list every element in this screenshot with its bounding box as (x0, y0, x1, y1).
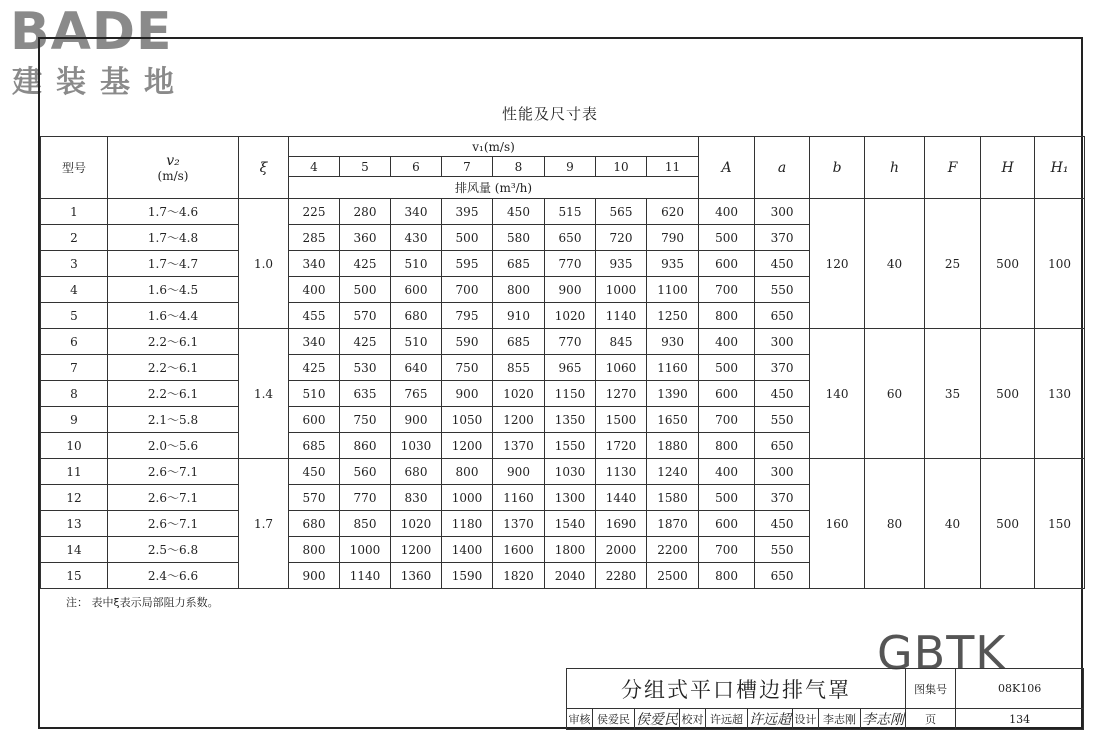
cell-v2-range: 2.6～7.1 (108, 511, 239, 537)
cell-airflow: 1540 (545, 511, 596, 537)
cell-airflow: 2040 (545, 563, 596, 589)
cell-model: 6 (41, 329, 108, 355)
cell-a: 450 (755, 381, 810, 407)
cell-airflow: 680 (391, 459, 442, 485)
cell-airflow: 750 (340, 407, 391, 433)
cell-f: 25 (925, 199, 981, 329)
cell-v2-range: 1.7～4.6 (108, 199, 239, 225)
cell-airflow: 830 (391, 485, 442, 511)
cell-h1: 130 (1035, 329, 1085, 459)
cell-xi: 1.4 (239, 329, 289, 459)
cell-airflow: 425 (340, 329, 391, 355)
cell-airflow: 1000 (442, 485, 493, 511)
cell-airflow: 1690 (596, 511, 647, 537)
cell-h1: 100 (1035, 199, 1085, 329)
cell-airflow: 1030 (391, 433, 442, 459)
cell-airflow: 1030 (545, 459, 596, 485)
gbtk-watermark: GBTK (877, 626, 1007, 680)
cell-airflow: 2200 (647, 537, 699, 563)
cell-v2-range: 2.2～6.1 (108, 355, 239, 381)
atlas-number-label: 图集号 (906, 669, 956, 709)
cell-airflow: 800 (289, 537, 340, 563)
cell-airflow: 280 (340, 199, 391, 225)
cell-v2-range: 2.1～5.8 (108, 407, 239, 433)
cell-airflow: 450 (289, 459, 340, 485)
cell-model: 12 (41, 485, 108, 511)
cell-A: 400 (699, 329, 755, 355)
cell-airflow: 1200 (391, 537, 442, 563)
cell-airflow: 2500 (647, 563, 699, 589)
cell-airflow: 800 (442, 459, 493, 485)
cell-f: 40 (925, 459, 981, 589)
header-airflow: 排风量 (m³/h) (289, 177, 699, 199)
table-row (41, 199, 1085, 225)
cell-airflow: 930 (647, 329, 699, 355)
performance-table (40, 136, 1085, 589)
cell-h: 40 (865, 199, 925, 329)
cell-h: 80 (865, 459, 925, 589)
cell-airflow: 1580 (647, 485, 699, 511)
cell-h: 500 (981, 459, 1035, 589)
page-label: 页 (906, 709, 956, 730)
cell-airflow: 1400 (442, 537, 493, 563)
cell-airflow: 1200 (442, 433, 493, 459)
cell-model: 11 (41, 459, 108, 485)
checker-name: 许远超 (706, 709, 748, 730)
cell-airflow: 1140 (596, 303, 647, 329)
cell-airflow: 1800 (545, 537, 596, 563)
cell-airflow: 1390 (647, 381, 699, 407)
cell-v2-range: 2.2～6.1 (108, 381, 239, 407)
cell-xi: 1.7 (239, 459, 289, 589)
cell-airflow: 340 (289, 251, 340, 277)
header-speed: 8 (493, 157, 545, 177)
header-speed: 6 (391, 157, 442, 177)
cell-airflow: 770 (545, 251, 596, 277)
cell-airflow: 1350 (545, 407, 596, 433)
cell-airflow: 285 (289, 225, 340, 251)
performance-table-body (41, 199, 1085, 589)
cell-airflow: 515 (545, 199, 596, 225)
cell-model: 3 (41, 251, 108, 277)
cell-airflow: 1600 (493, 537, 545, 563)
header-F: F (925, 137, 981, 199)
cell-airflow: 685 (493, 329, 545, 355)
cell-a: 370 (755, 355, 810, 381)
table-row (41, 459, 1085, 485)
cell-airflow: 1000 (596, 277, 647, 303)
cell-h: 60 (865, 329, 925, 459)
cell-airflow: 1150 (545, 381, 596, 407)
cell-A: 800 (699, 303, 755, 329)
cell-airflow: 1100 (647, 277, 699, 303)
cell-model: 7 (41, 355, 108, 381)
header-speed: 4 (289, 157, 340, 177)
cell-model: 10 (41, 433, 108, 459)
cell-airflow: 685 (289, 433, 340, 459)
header-v1: v₁(m/s) (289, 137, 699, 157)
cell-model: 15 (41, 563, 108, 589)
header-A: A (699, 137, 755, 199)
cell-airflow: 1500 (596, 407, 647, 433)
cell-airflow: 680 (289, 511, 340, 537)
header-H: H (981, 137, 1035, 199)
cell-model: 2 (41, 225, 108, 251)
cell-airflow: 510 (391, 251, 442, 277)
header-speed: 7 (442, 157, 493, 177)
cell-airflow: 680 (391, 303, 442, 329)
cell-airflow: 425 (340, 251, 391, 277)
cell-airflow: 1130 (596, 459, 647, 485)
cell-airflow: 855 (493, 355, 545, 381)
cell-h: 500 (981, 329, 1035, 459)
cell-airflow: 510 (289, 381, 340, 407)
cell-airflow: 1020 (493, 381, 545, 407)
cell-model: 8 (41, 381, 108, 407)
cell-airflow: 1370 (493, 511, 545, 537)
cell-airflow: 935 (596, 251, 647, 277)
cell-airflow: 965 (545, 355, 596, 381)
cell-A: 400 (699, 199, 755, 225)
cell-airflow: 765 (391, 381, 442, 407)
cell-v2-range: 1.7～4.7 (108, 251, 239, 277)
cell-airflow: 800 (493, 277, 545, 303)
cell-a: 550 (755, 537, 810, 563)
cell-airflow: 900 (493, 459, 545, 485)
cell-airflow: 900 (289, 563, 340, 589)
cell-airflow: 1590 (442, 563, 493, 589)
cell-airflow: 900 (442, 381, 493, 407)
cell-airflow: 580 (493, 225, 545, 251)
cell-model: 4 (41, 277, 108, 303)
cell-airflow: 770 (340, 485, 391, 511)
cell-v2-range: 2.2～6.1 (108, 329, 239, 355)
cell-airflow: 395 (442, 199, 493, 225)
cell-f: 35 (925, 329, 981, 459)
cell-airflow: 600 (289, 407, 340, 433)
cell-A: 800 (699, 433, 755, 459)
header-model: 型号 (41, 137, 108, 199)
cell-airflow: 770 (545, 329, 596, 355)
table-row (41, 329, 1085, 355)
cell-airflow: 1360 (391, 563, 442, 589)
cell-airflow: 340 (289, 329, 340, 355)
cell-v2-range: 2.5～6.8 (108, 537, 239, 563)
header-v2-symbol: v₂ (166, 152, 180, 169)
cell-airflow: 1880 (647, 433, 699, 459)
header-speed: 11 (647, 157, 699, 177)
cell-airflow: 1140 (340, 563, 391, 589)
header-H1: H₁ (1035, 137, 1085, 199)
header-speed: 9 (545, 157, 596, 177)
cell-a: 550 (755, 407, 810, 433)
cell-airflow: 400 (289, 277, 340, 303)
cell-airflow: 900 (391, 407, 442, 433)
cell-xi: 1.0 (239, 199, 289, 329)
header-v2-unit: (m/s) (157, 168, 189, 183)
design-label: 设计 (793, 709, 819, 730)
cell-a: 450 (755, 511, 810, 537)
checker-signature: 许远超 (748, 709, 793, 730)
cell-airflow: 1820 (493, 563, 545, 589)
cell-airflow: 565 (596, 199, 647, 225)
header-v2 (108, 137, 239, 199)
cell-airflow: 910 (493, 303, 545, 329)
header-speed: 10 (596, 157, 647, 177)
cell-airflow: 1240 (647, 459, 699, 485)
cell-airflow: 1160 (647, 355, 699, 381)
cell-airflow: 795 (442, 303, 493, 329)
cell-airflow: 640 (391, 355, 442, 381)
cell-A: 700 (699, 277, 755, 303)
cell-airflow: 1020 (545, 303, 596, 329)
review-label: 审核 (567, 709, 593, 730)
cell-airflow: 900 (545, 277, 596, 303)
cell-h1: 150 (1035, 459, 1085, 589)
cell-a: 650 (755, 563, 810, 589)
check-label: 校对 (680, 709, 706, 730)
cell-A: 400 (699, 459, 755, 485)
header-h: h (865, 137, 925, 199)
header-a: a (755, 137, 810, 199)
drawing-title: 分组式平口槽边排气罩 (567, 669, 906, 709)
cell-airflow: 500 (340, 277, 391, 303)
cell-airflow: 720 (596, 225, 647, 251)
cell-airflow: 685 (493, 251, 545, 277)
cell-airflow: 595 (442, 251, 493, 277)
cell-v2-range: 1.6～4.4 (108, 303, 239, 329)
cell-A: 700 (699, 407, 755, 433)
cell-airflow: 570 (289, 485, 340, 511)
cell-airflow: 430 (391, 225, 442, 251)
cell-a: 300 (755, 329, 810, 355)
cell-airflow: 1870 (647, 511, 699, 537)
cell-airflow: 1000 (340, 537, 391, 563)
cell-a: 370 (755, 485, 810, 511)
cell-airflow: 425 (289, 355, 340, 381)
cell-v2-range: 2.0～5.6 (108, 433, 239, 459)
cell-airflow: 1720 (596, 433, 647, 459)
cell-airflow: 1050 (442, 407, 493, 433)
cell-A: 500 (699, 225, 755, 251)
cell-a: 300 (755, 459, 810, 485)
cell-airflow: 225 (289, 199, 340, 225)
cell-A: 600 (699, 381, 755, 407)
cell-airflow: 2000 (596, 537, 647, 563)
cell-airflow: 850 (340, 511, 391, 537)
title-block (566, 668, 1084, 730)
cell-airflow: 1270 (596, 381, 647, 407)
cell-v2-range: 2.4～6.6 (108, 563, 239, 589)
header-xi: ξ (239, 137, 289, 199)
cell-A: 500 (699, 485, 755, 511)
header-speed: 5 (340, 157, 391, 177)
cell-airflow: 1020 (391, 511, 442, 537)
cell-airflow: 845 (596, 329, 647, 355)
cell-airflow: 1200 (493, 407, 545, 433)
cell-airflow: 1550 (545, 433, 596, 459)
cell-airflow: 510 (391, 329, 442, 355)
designer-signature: 李志刚 (861, 709, 906, 730)
cell-v2-range: 1.7～4.8 (108, 225, 239, 251)
cell-airflow: 1060 (596, 355, 647, 381)
cell-A: 500 (699, 355, 755, 381)
cell-airflow: 560 (340, 459, 391, 485)
cell-b: 120 (810, 199, 865, 329)
cell-A: 600 (699, 511, 755, 537)
cell-model: 14 (41, 537, 108, 563)
cell-airflow: 450 (493, 199, 545, 225)
cell-airflow: 455 (289, 303, 340, 329)
cell-airflow: 1250 (647, 303, 699, 329)
cell-a: 550 (755, 277, 810, 303)
cell-airflow: 1180 (442, 511, 493, 537)
cell-airflow: 860 (340, 433, 391, 459)
cell-a: 450 (755, 251, 810, 277)
cell-airflow: 635 (340, 381, 391, 407)
cell-airflow: 600 (391, 277, 442, 303)
table-note: 注： 表中ξ表示局部阻力系数。 (66, 596, 219, 609)
cell-airflow: 1370 (493, 433, 545, 459)
cell-airflow: 650 (545, 225, 596, 251)
cell-airflow: 790 (647, 225, 699, 251)
cell-airflow: 750 (442, 355, 493, 381)
cell-model: 5 (41, 303, 108, 329)
cell-airflow: 530 (340, 355, 391, 381)
cell-airflow: 570 (340, 303, 391, 329)
cell-airflow: 2280 (596, 563, 647, 589)
logo-brand: BADE (10, 2, 173, 62)
cell-model: 9 (41, 407, 108, 433)
cell-airflow: 590 (442, 329, 493, 355)
cell-a: 650 (755, 303, 810, 329)
cell-airflow: 360 (340, 225, 391, 251)
cell-a: 650 (755, 433, 810, 459)
cell-v2-range: 2.6～7.1 (108, 459, 239, 485)
cell-A: 700 (699, 537, 755, 563)
cell-airflow: 1160 (493, 485, 545, 511)
cell-h: 500 (981, 199, 1035, 329)
cell-airflow: 620 (647, 199, 699, 225)
cell-v2-range: 2.6～7.1 (108, 485, 239, 511)
logo-subtitle: 建装基地 (12, 65, 188, 100)
cell-airflow: 340 (391, 199, 442, 225)
cell-A: 800 (699, 563, 755, 589)
cell-a: 300 (755, 199, 810, 225)
cell-model: 1 (41, 199, 108, 225)
cell-model: 13 (41, 511, 108, 537)
cell-a: 370 (755, 225, 810, 251)
atlas-number: 08K106 (956, 669, 1084, 709)
cell-airflow: 700 (442, 277, 493, 303)
cell-airflow: 1300 (545, 485, 596, 511)
cell-A: 600 (699, 251, 755, 277)
designer-name: 李志刚 (819, 709, 861, 730)
page-number: 134 (956, 709, 1084, 730)
cell-airflow: 500 (442, 225, 493, 251)
table-title: 性能及尺寸表 (501, 105, 598, 123)
header-b: b (810, 137, 865, 199)
cell-airflow: 935 (647, 251, 699, 277)
reviewer-name: 侯爱民 (593, 709, 635, 730)
cell-b: 160 (810, 459, 865, 589)
reviewer-signature: 侯爱民 (635, 709, 680, 730)
cell-airflow: 1440 (596, 485, 647, 511)
cell-airflow: 1650 (647, 407, 699, 433)
cell-v2-range: 1.6～4.5 (108, 277, 239, 303)
cell-b: 140 (810, 329, 865, 459)
